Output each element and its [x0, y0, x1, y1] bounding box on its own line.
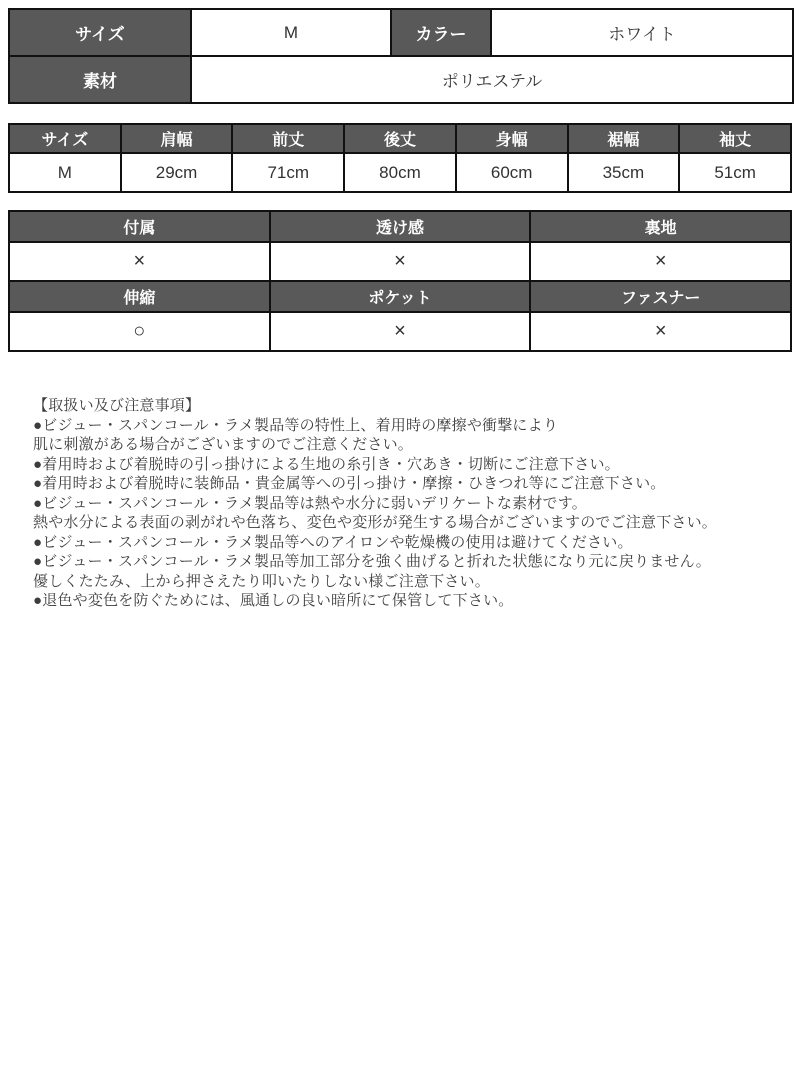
measure-header-shoulder: 肩幅: [121, 124, 233, 153]
measure-value-sleeve-length: 51cm: [679, 153, 791, 192]
measure-header-sleeve-length: 袖丈: [679, 124, 791, 153]
measure-value-hem-width: 35cm: [568, 153, 680, 192]
spec-table: [8, 8, 794, 104]
spec-material-label: 素材: [9, 56, 191, 103]
feature-value-sheerness: ×: [270, 242, 531, 281]
spec-material-value: ポリエステル: [191, 56, 793, 103]
feature-header-pocket: ポケット: [270, 281, 531, 312]
note-line: 優しくたたみ、上から押さえたり叩いたりしない様ご注意下さい。: [33, 572, 490, 590]
feature-value-row-2: [9, 312, 791, 351]
measure-header-body-width: 身幅: [456, 124, 568, 153]
note-line: ●退色や変色を防ぐためには、風通しの良い暗所にて保管して下さい。: [33, 592, 514, 609]
spec-color-label: カラー: [391, 9, 491, 56]
note-line: ●ビジュー・スパンコール・ラメ製品等の特性上、着用時の摩擦や衝撃により: [33, 416, 559, 434]
feature-header-row-2: [9, 281, 791, 312]
spec-row-material: [9, 56, 793, 103]
note-line: 肌に刺激がある場合がございますのでご注意ください。: [33, 436, 414, 453]
feature-header-sheerness: 透け感: [270, 211, 531, 242]
measure-value-back-length: 80cm: [344, 153, 456, 192]
note-line: ●ビジュー・スパンコール・ラメ製品等へのアイロンや乾燥機の使用は避けてください。: [33, 533, 633, 551]
feature-table: [8, 210, 792, 352]
feature-header-lining: 裏地: [530, 211, 791, 242]
spec-size-label: サイズ: [9, 9, 191, 56]
feature-value-stretch: ○: [9, 312, 270, 351]
measure-value-shoulder: 29cm: [121, 153, 233, 192]
note-line: ●ビジュー・スパンコール・ラメ製品等加工部分を強く曲げると折れた状態になり元に戻りません。: [33, 553, 711, 570]
spec-row-size-color: [9, 9, 793, 56]
care-notes-title: 【取扱い及び注意事項】: [33, 397, 201, 414]
measure-header-back-length: 後丈: [344, 124, 456, 153]
note-line: 熱や水分による表面の剥がれや色落ち、変色や変形が発生する場合がございますのでご注意下さい。: [33, 514, 718, 531]
feature-value-row-1: [9, 242, 791, 281]
note-line: ●着用時および着脱時に装飾品・貴金属等への引っ掛け・摩擦・ひきつれ等にご注意下さい。: [33, 475, 666, 492]
note-line: ●ビジュー・スパンコール・ラメ製品等は熱や水分に弱いデリケートな素材です。: [33, 494, 587, 512]
feature-value-accessories: ×: [9, 242, 270, 281]
measurement-header-row: [9, 124, 791, 153]
spec-color-value: ホワイト: [491, 9, 793, 56]
measure-header-front-length: 前丈: [232, 124, 344, 153]
spec-size-value: M: [191, 9, 391, 56]
feature-value-zipper: ×: [530, 312, 791, 351]
measure-value-body-width: 60cm: [456, 153, 568, 192]
feature-value-lining: ×: [530, 242, 791, 281]
measure-header-hem-width: 裾幅: [568, 124, 680, 153]
feature-header-accessories: 付属: [9, 211, 270, 242]
measure-value-front-length: 71cm: [232, 153, 344, 192]
feature-value-pocket: ×: [270, 312, 531, 351]
feature-header-stretch: 伸縮: [9, 281, 270, 312]
care-notes: [33, 396, 772, 611]
measure-header-size: サイズ: [9, 124, 121, 153]
measure-value-size: M: [9, 153, 121, 192]
measurement-value-row: [9, 153, 791, 192]
feature-header-zipper: ファスナー: [530, 281, 791, 312]
note-line: ●着用時および着脱時の引っ掛けによる生地の糸引き・穴あき・切断にご注意下さい。: [33, 455, 620, 473]
feature-header-row-1: [9, 211, 791, 242]
measurement-table: [8, 123, 792, 193]
